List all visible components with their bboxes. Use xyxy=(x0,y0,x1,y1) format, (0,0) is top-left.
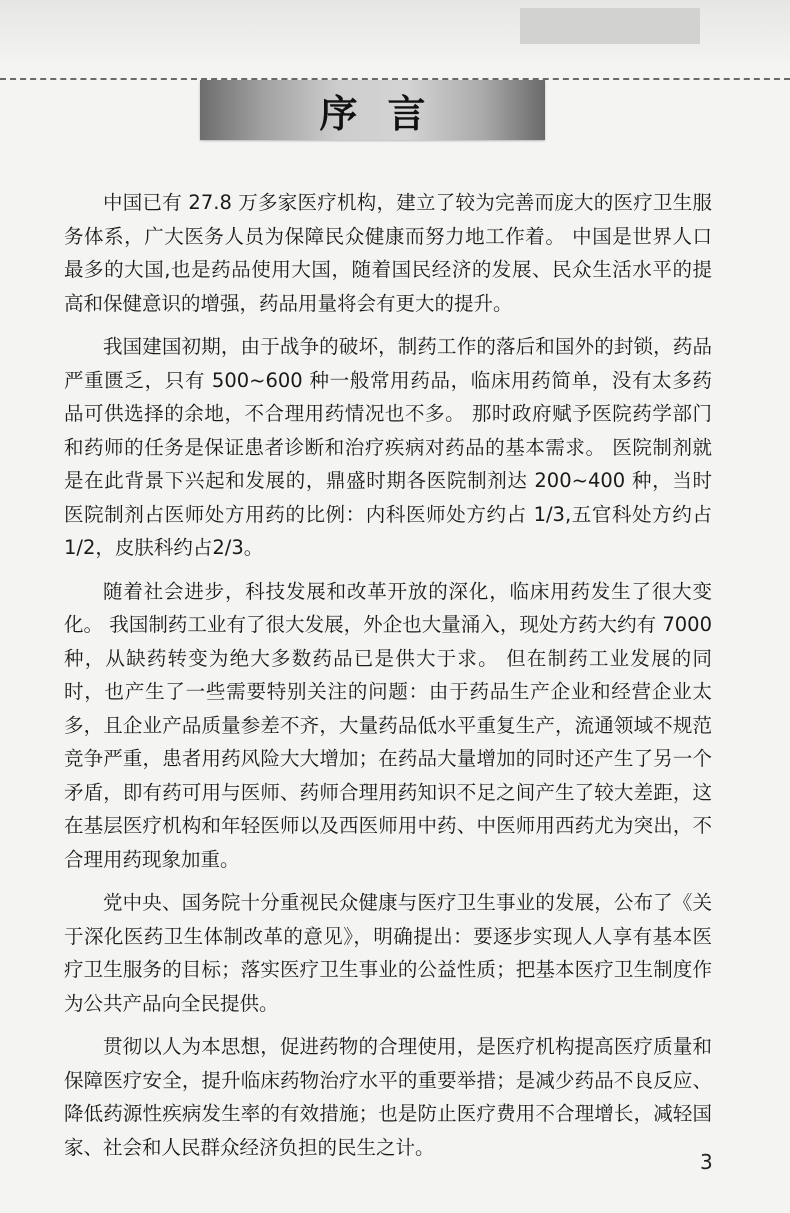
paragraph-5: 贯彻以人为本思想，促进药物的合理使用，是医疗机构提高医疗质量和保障医疗安全，提升临床药物治疗水平的重要举措；是减少药品不良反应、降低药源性疾病发生率的有效措施；也是防止医疗费用不合理增长，减轻国家、社会和人民群众经济负担的民生之计。 xyxy=(64,1035,712,1159)
page-title: 序言 xyxy=(319,91,456,136)
paragraph-2: 我国建国初期，由于战争的破坏，制药工作的落后和国外的封锁，药品严重匮乏，只有 500~600 种一般常用药品，临床用药简单，没有太多药品可供选择的余地，不合理用药情况也不多。 那时政府赋予医院药学部门和药师的任务是保证患者诊断和治疗疾病对药品的基本需求。 医院制剂就是在此背景下兴起和发展的，鼎盛时期各医院制剂达 200~400 种，当时医院制剂占医师处方用药的比例：内科医师处方约占 1/3,五官科处方约占1/2，皮肤科约占2/3。 xyxy=(64,335,712,559)
body-text xyxy=(64,186,712,1174)
paragraph-3: 随着社会进步，科技发展和改革开放的深化，临床用药发生了很大变化。 我国制药工业有了很大发展，外企也大量涌入，现处方药大约有 7000 种，从缺药转变为绝大多数药品已是供大于求。 但在制药工业发展的同时，也产生了一些需要特别关注的问题：由于药品生产企业和经营企业太多，且企业产品质量参差不齐，大量药品低水平重复生产，流通领域不规范竞争严重，患者用药风险大大增加；在药品大量增加的同时还产生了另一个矛盾，即有药可用与医师、药师合理用药知识不足之间产生了较大差距，这在基层医疗机构和年轻医师以及西医师用中药、中医师用西药尤为突出，不合理用药现象加重。 xyxy=(64,579,712,871)
title-banner xyxy=(200,80,545,140)
page-number: 3 xyxy=(700,1150,713,1174)
paragraph-1: 中国已有 27.8 万多家医疗机构，建立了较为完善而庞大的医疗卫生服务体系，广大医务人员为保障民众健康而努力地工作着。 中国是世界人口最多的大国,也是药品使用大国，随着国民经济的发展、民众生活水平的提高和保健意识的增强，药品用量将会有更大的提升。 xyxy=(64,191,712,315)
running-header-shadow xyxy=(520,8,700,44)
paragraph-4: 党中央、国务院十分重视民众健康与医疗卫生事业的发展，公布了《关于深化医药卫生体制改革的意见》，明确提出：要逐步实现人人享有基本医疗卫生服务的目标；落实医疗卫生事业的公益性质；把基本医疗卫生制度作为公共产品向全民提供。 xyxy=(64,891,712,1015)
